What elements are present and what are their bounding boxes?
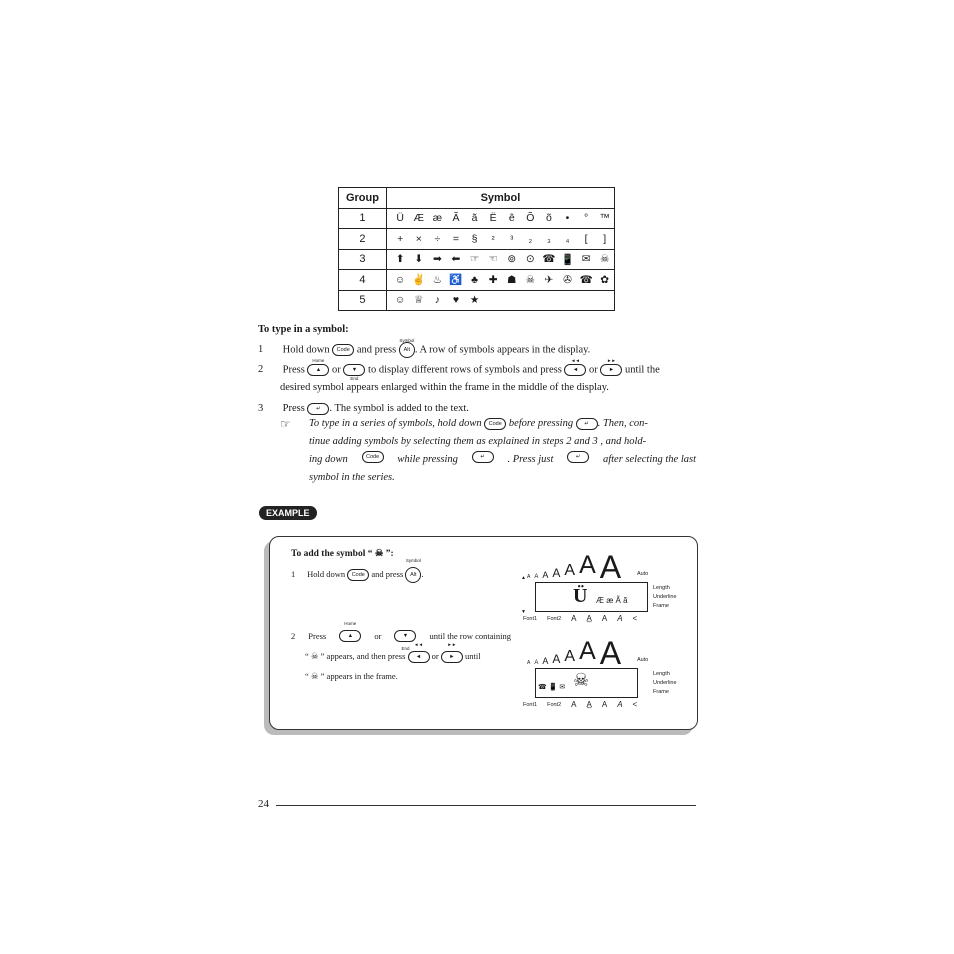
symbol-row: [391, 253, 614, 266]
note-line-3: [309, 451, 696, 469]
symbol-cell: §: [471, 232, 478, 245]
symbol-cell: ⬅: [451, 253, 461, 266]
footer-rule: [276, 805, 696, 806]
code-key[interactable]: Code: [332, 344, 354, 356]
enlarged-symbol: Ü: [573, 585, 588, 607]
symbol-cell: ⬆: [395, 253, 405, 266]
example-title: To add the symbol “ ☠ ”:: [291, 549, 394, 559]
example-step-1: [291, 558, 424, 583]
frame-label: Frame: [653, 689, 669, 695]
step-text: Press: [282, 403, 305, 414]
key-caption: Home: [312, 358, 325, 363]
up-key-wrap[interactable]: [339, 621, 361, 642]
lcd-display-2: [521, 636, 691, 711]
symbol-cell: õ: [546, 212, 552, 225]
step-text: or: [431, 651, 439, 662]
note-line-1: [309, 415, 696, 433]
font2-label: Font2: [547, 701, 562, 708]
symbol-cell: ⊚: [507, 253, 517, 266]
style-a: A̲: [586, 700, 592, 709]
size-a: A: [599, 635, 622, 671]
font1-label: Font1: [523, 701, 538, 708]
right-key-wrap[interactable]: [441, 642, 463, 663]
symbol-cell: ⊙: [525, 253, 535, 266]
key-caption: End: [350, 376, 359, 381]
key-caption: Home: [344, 621, 357, 626]
symbol-cell: ♥: [452, 294, 460, 307]
symbol-table: [338, 187, 615, 311]
step-number: 2: [258, 364, 264, 376]
symbol-cell: Æ: [413, 212, 425, 225]
size-a: A: [552, 566, 561, 580]
size-indicators: [527, 635, 622, 671]
caret-icon: <: [632, 614, 638, 623]
symbol-cell: ☗: [507, 273, 517, 286]
symbol-cell: ⬇: [414, 253, 424, 266]
code-key[interactable]: Code: [347, 569, 369, 581]
header-group: Group: [339, 188, 387, 209]
symbol-cell: ₃: [547, 233, 551, 244]
symbol-cell: ]: [603, 232, 607, 245]
up-key-wrap[interactable]: [307, 358, 329, 379]
key-caption: ◄◄: [414, 642, 423, 648]
header-symbol: Symbol: [386, 188, 614, 209]
symbol-cell: °: [584, 212, 589, 225]
size-a: A: [599, 549, 622, 585]
symbol-row: [391, 294, 614, 306]
left-key-wrap[interactable]: [408, 642, 430, 663]
step-number: 1: [291, 568, 296, 579]
down-key-wrap[interactable]: [394, 630, 416, 652]
symbol-cell: [: [584, 232, 588, 245]
style-a: A: [571, 614, 577, 623]
down-arrow-key[interactable]: ▼: [343, 364, 365, 376]
symbol-cell: ✇: [563, 273, 572, 286]
step-2-cont: desired symbol appears enlarged within the frame in the middle of the display.: [280, 382, 609, 393]
step-text: .: [421, 568, 424, 579]
step-text: and press: [371, 568, 404, 579]
underline-label: Underline: [653, 680, 677, 686]
triangle-down-icon: ▼: [521, 609, 526, 615]
symbol-cell: ã: [471, 212, 478, 225]
step-text: until the row containing: [429, 631, 511, 642]
group-cell: 4: [339, 270, 387, 291]
key-caption: ►►: [447, 642, 457, 648]
symbol-cell: 📱: [560, 253, 575, 266]
step-text: or: [332, 364, 341, 376]
symbol-cell: ™: [599, 212, 610, 225]
symbol-cell: ×: [415, 232, 422, 245]
step-text: until the: [625, 364, 660, 376]
symbol-row-preview: Æ æ Ã ã: [596, 596, 628, 605]
symbol-cell: =: [452, 232, 460, 245]
symbol-cell: ☎: [542, 253, 556, 266]
step-number: 1: [258, 344, 264, 356]
down-key-wrap[interactable]: [343, 361, 365, 379]
step-text: Press: [282, 364, 305, 376]
symbol-cell: ♣: [471, 273, 478, 286]
symbol-cell: +: [397, 232, 404, 245]
style-a: A: [601, 614, 608, 623]
enter-key[interactable]: ↵: [307, 403, 329, 415]
symbol-cell: ☠: [525, 273, 536, 286]
symbol-row-preview: ☎ 📱 ✉: [538, 684, 566, 691]
font-indicators: [523, 700, 637, 709]
size-a: A: [534, 574, 539, 580]
size-a: A: [534, 660, 539, 666]
size-a: A: [527, 660, 531, 666]
symbol-cell: ☺: [394, 273, 406, 286]
group-cell: 3: [339, 249, 387, 270]
symbol-cell: æ: [432, 212, 443, 225]
left-arrow-key[interactable]: ◄: [564, 364, 586, 376]
symbol-cell: ₄: [565, 233, 570, 244]
left-arrow-key[interactable]: ◄: [408, 651, 430, 663]
note-line-2: tinue adding symbols by selecting them as explained in steps 2 and 3 , and hold-: [309, 436, 647, 447]
style-a: A: [571, 700, 577, 709]
step-text: Hold down: [307, 568, 346, 579]
step-number: 3: [258, 403, 264, 414]
note-text: To type in a series of symbols, hold down: [309, 418, 482, 429]
enter-key[interactable]: ↵: [576, 418, 598, 430]
symbol-row: [391, 212, 614, 224]
symbol-cell: ☜: [488, 253, 498, 266]
note-text: . Then, con-: [597, 418, 648, 429]
step-text: or: [374, 631, 382, 642]
alt-key[interactable]: Alt: [405, 567, 421, 583]
symbol-cell: ➡: [432, 253, 442, 266]
step-text: until: [464, 651, 481, 662]
symbol-cell: Ã: [452, 212, 460, 225]
symbol-cell: ₂: [528, 233, 533, 244]
size-a: A: [564, 648, 576, 665]
enter-key[interactable]: ↵: [472, 451, 494, 463]
lcd-frame: [535, 582, 648, 612]
symbol-cell: ÷: [434, 232, 441, 245]
step-text: Hold down: [282, 344, 330, 356]
font1-label: Font1: [523, 615, 538, 622]
step-text: . A row of symbols appears in the display.: [414, 344, 591, 356]
section-title: To type in a symbol:: [258, 324, 349, 335]
step-text: “ ☠ ” appears in the frame.: [305, 671, 398, 682]
symbol-cell: ♕: [414, 294, 424, 307]
key-caption: ►►: [606, 358, 616, 363]
key-caption: End: [401, 646, 410, 652]
step-text: . The symbol is added to the text.: [329, 403, 469, 414]
symbol-cell: ☺: [394, 294, 406, 307]
symbol-cell: ☠: [599, 253, 610, 266]
symbol-cell: ✈: [544, 273, 554, 286]
length-label: Length: [653, 671, 670, 677]
length-label: Length: [653, 585, 670, 591]
note-text: while pressing: [397, 454, 458, 465]
step-text: Press: [308, 631, 327, 642]
alt-key-wrap[interactable]: [399, 338, 415, 359]
symbol-cell: Ë: [489, 212, 497, 225]
size-a: A: [552, 652, 561, 666]
symbol-cell: ♨: [432, 273, 443, 286]
right-arrow-key[interactable]: ►: [600, 364, 622, 376]
symbol-cell: ✿: [600, 273, 610, 286]
symbol-cell: ²: [491, 233, 495, 244]
symbol-cell: ✚: [488, 273, 498, 286]
note-line-4: symbol in the series.: [309, 472, 395, 483]
example-step-2: [291, 621, 511, 682]
up-arrow-key[interactable]: ▲: [307, 364, 329, 376]
frame-label: Frame: [653, 603, 669, 609]
size-a: A: [579, 551, 596, 579]
right-arrow-key[interactable]: ►: [441, 651, 463, 663]
style-a: A: [617, 614, 623, 623]
size-a: A: [564, 562, 576, 579]
symbol-cell: ♿: [449, 274, 463, 287]
symbol-row: [391, 273, 614, 286]
size-a: A: [542, 570, 549, 580]
down-arrow-key[interactable]: ▼: [394, 630, 416, 642]
symbol-cell: ☞: [469, 253, 480, 266]
symbol-cell: ☎: [579, 273, 593, 286]
triangle-icon: ▲: [521, 575, 526, 581]
group-cell: 5: [339, 290, 387, 311]
style-a: A: [617, 700, 623, 709]
indicator-list: [653, 584, 677, 611]
style-a: A: [601, 700, 608, 709]
caret-icon: <: [632, 700, 638, 709]
key-caption: Symbol: [399, 338, 415, 343]
symbol-cell: ✉: [581, 253, 591, 266]
symbol-row: [391, 233, 614, 245]
up-arrow-key[interactable]: ▲: [339, 630, 361, 642]
size-indicators: [527, 549, 622, 585]
symbol-cell: ★: [469, 294, 480, 307]
enter-key[interactable]: ↵: [567, 451, 589, 463]
auto-label: Auto: [637, 657, 649, 663]
note-text: ing down: [309, 454, 348, 465]
font-indicators: [523, 614, 637, 623]
key-caption: Symbol: [405, 558, 421, 563]
symbol-cell: ³: [510, 233, 514, 244]
left-key-wrap[interactable]: [564, 358, 586, 379]
symbol-cell: Õ: [526, 212, 535, 225]
size-a: A: [542, 656, 549, 666]
symbol-cell: ♪: [434, 294, 440, 307]
lcd-display-1: [521, 550, 691, 625]
note-text: . Press just: [507, 454, 554, 465]
step-text: to display different rows of symbols and press: [368, 364, 562, 376]
page-number: 24: [258, 798, 269, 810]
note-text: before pressing: [508, 418, 574, 429]
symbol-cell: •: [565, 212, 570, 225]
key-caption: ◄◄: [570, 358, 580, 363]
symbol-cell: ê: [508, 212, 515, 225]
right-key-wrap[interactable]: [600, 358, 622, 379]
step-text: and press: [356, 344, 397, 356]
step-2: [258, 358, 698, 381]
indicator-list: [653, 670, 677, 697]
style-a: A̲: [586, 614, 592, 623]
group-cell: 2: [339, 229, 387, 250]
symbol-cell: Ü: [396, 212, 404, 225]
step-text: “ ☠ ” appears, and then press: [305, 651, 406, 662]
symbol-cell: ✌: [412, 274, 426, 287]
underline-label: Underline: [653, 594, 677, 600]
note-text: after selecting the last: [602, 454, 696, 465]
code-key[interactable]: Code: [484, 418, 506, 430]
code-key[interactable]: Code: [362, 451, 384, 463]
example-badge: EXAMPLE: [259, 506, 317, 520]
step-number: 2: [291, 631, 296, 642]
alt-key-wrap[interactable]: [405, 558, 424, 583]
alt-key[interactable]: Alt: [399, 342, 415, 358]
size-a: A: [527, 574, 531, 580]
skull-icon: ☠: [573, 670, 590, 690]
auto-label: Auto: [637, 571, 649, 577]
step-text: or: [589, 364, 598, 376]
font2-label: Font2: [547, 615, 562, 622]
group-cell: 1: [339, 208, 387, 229]
note-hand-icon: ☞: [280, 417, 291, 431]
size-a: A: [579, 637, 596, 665]
